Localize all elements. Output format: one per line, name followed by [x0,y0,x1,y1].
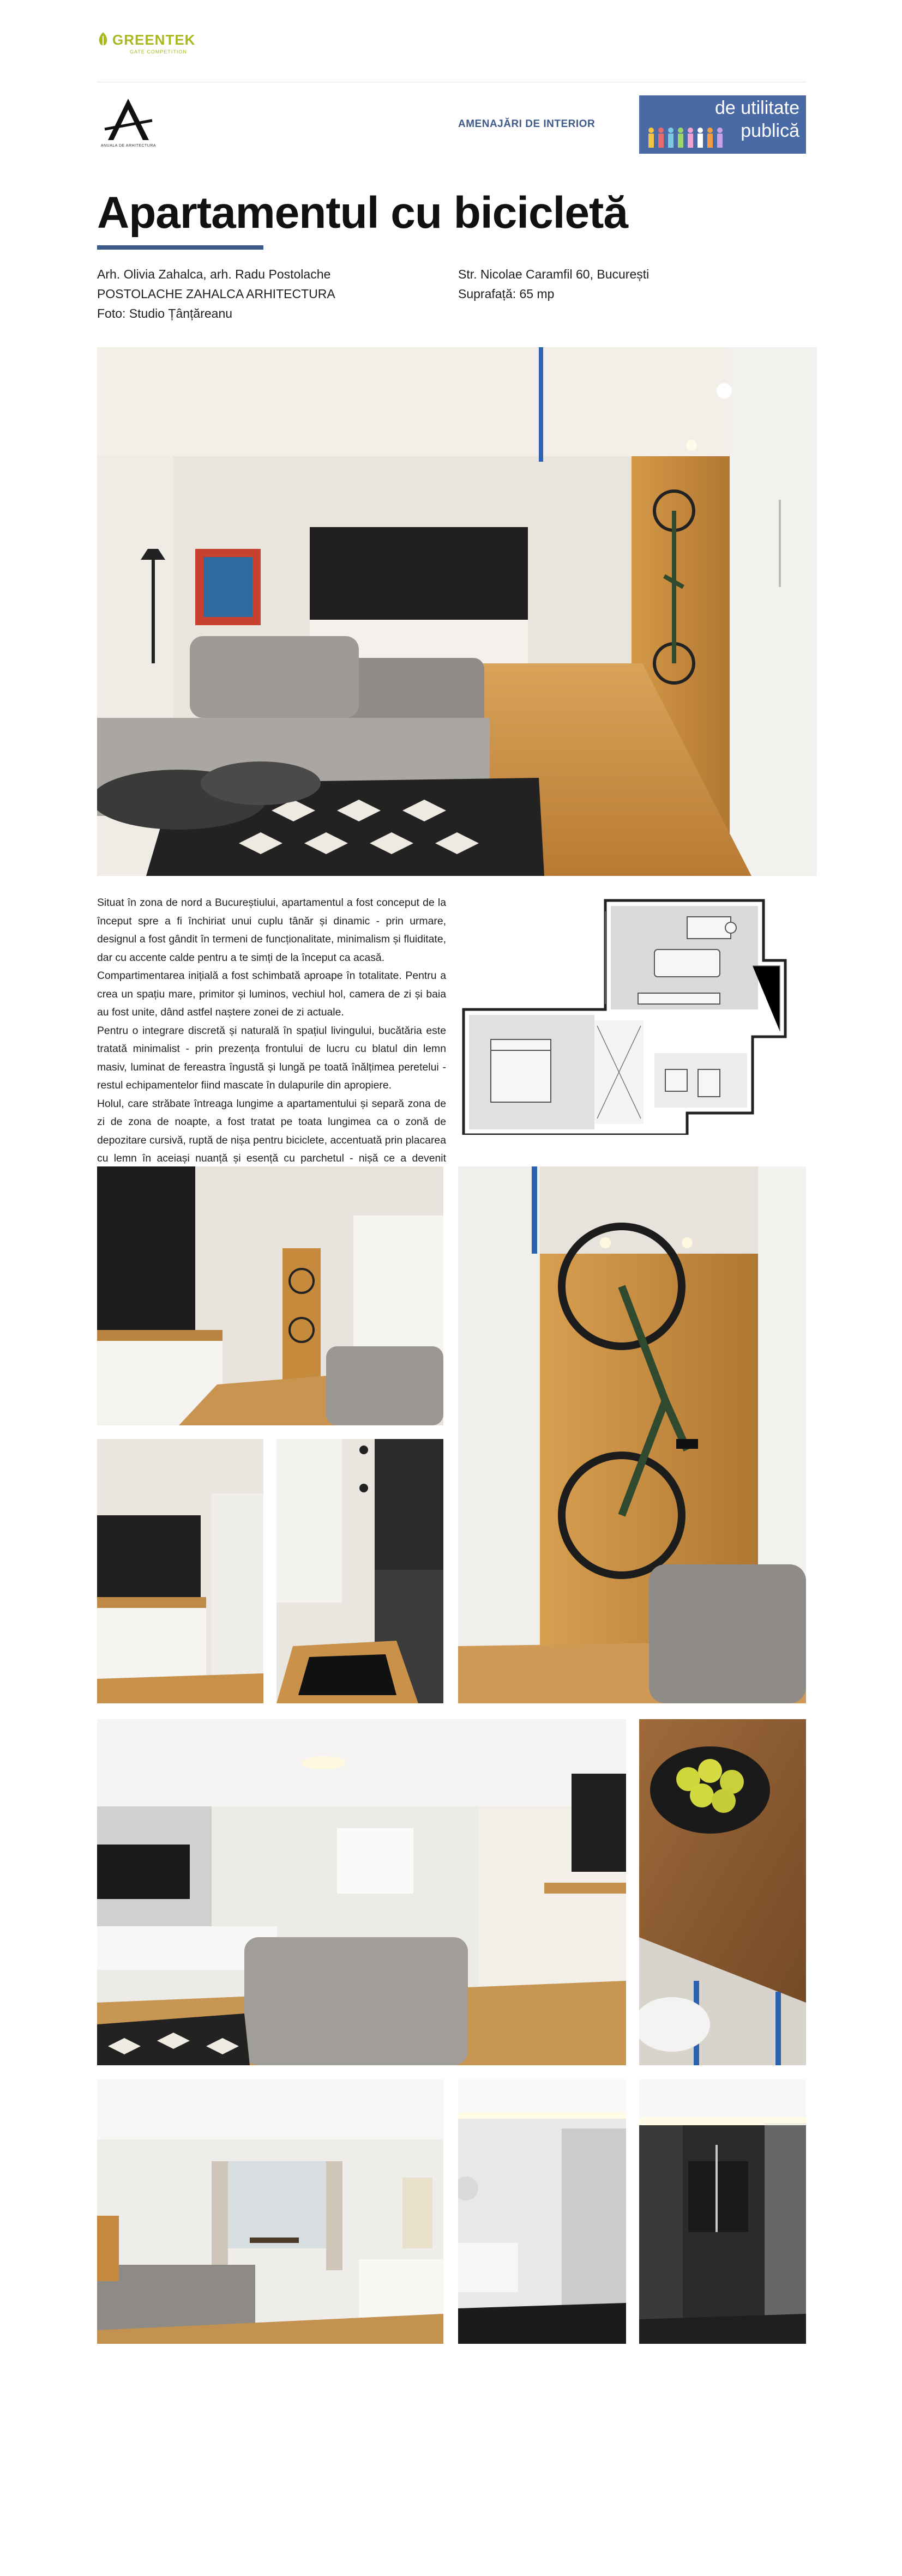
photo-bedroom [97,2079,443,2344]
credits-right [458,264,649,304]
greentek-logo [97,31,206,56]
brand-name: GREENTEK [112,32,196,48]
paragraph-kitchen: Pentru o integrare discretă și naturală în spațiul livingului, bucătăria este tratată minimalist - prin prezența frontului de lucru cu blatul din lemn masiv, luminat de fereastra îngustă și lungă pe toată înălțimea peretelui - restul echipamentelor fiind mascate în dulapurile din apropiere. [97,1024,446,1091]
paragraph-hallway: Holul, care străbate întreaga lungime a apartamentului și separă zona de zi de zona de noapte, a fost tratat pe toata lungimea ca o zonă de depozitare cursivă, ruptă de nișa pentru biciclete, accentuată prin placarea cu lemn în aceiași nuanță și esență cu parchetul - nișă ce a devenit [97,1097,446,1164]
hero-photo-living-room [97,347,817,876]
triangle-a-icon [97,95,160,158]
photo-living-room-wide [97,1719,626,2065]
badge-line-1: de utilitate [715,98,799,118]
photo-bathroom-vanity [458,2079,626,2344]
article-title: Apartamentul cu bicicletă [97,188,628,238]
floor-plan-drawing [458,895,807,1135]
photo-bicycle-niche [458,1166,806,1703]
public-utility-badge [639,95,806,154]
credit-area: Suprafață: 65 mp [458,287,555,301]
credit-photo: Foto: Studio Țânțăreanu [97,306,233,321]
credit-firm: POSTOLACHE ZAHALCA ARHITECTURA [97,287,335,301]
brand-tagline: GATE COMPETITION [130,49,187,55]
arch-logo-caption: ANUALA DE ARHITECTURA [100,144,157,148]
article-body [97,894,446,1186]
credit-address: Str. Nicolae Caramfil 60, București [458,267,650,281]
credit-architects: Arh. Olivia Zahalca, arh. Radu Postolache [97,267,331,281]
paragraph-layout: Compartimentarea inițială a fost schimbată aproape în totalitate. Pentru a crea un spațiu mare, primitor și luminos, vechiul hol, camera de zi și baia au fost unite, dând astfel naștere zonei de zi actuale. [97,970,446,1018]
photo-shower [639,2079,806,2344]
photo-table-lemons [639,1719,806,2065]
leaf-icon [97,32,109,47]
people-icon [646,127,727,149]
paragraph-intro: Situat în zona de nord a Bucureștiului, apartamentul a fost conceput de la început spre a fi închiriat unui cuplu tânăr și dinamic - prin urmare, designul a fost gândit în termeni de funcționalitate, minimalism și fluiditate, dar cu accente calde pentru a te simți de la început ca acasă. [97,897,446,964]
badge-line-2: publică [741,120,799,141]
title-underline [97,245,263,250]
architecture-annual-logo [97,95,160,158]
photo-kitchen-island [97,1439,263,1703]
photo-kitchen-counter [276,1439,443,1703]
credits-left [97,264,335,323]
photo-kitchen-hallway [97,1166,443,1425]
section-label: AMENAJĂRI DE INTERIOR [458,118,596,130]
